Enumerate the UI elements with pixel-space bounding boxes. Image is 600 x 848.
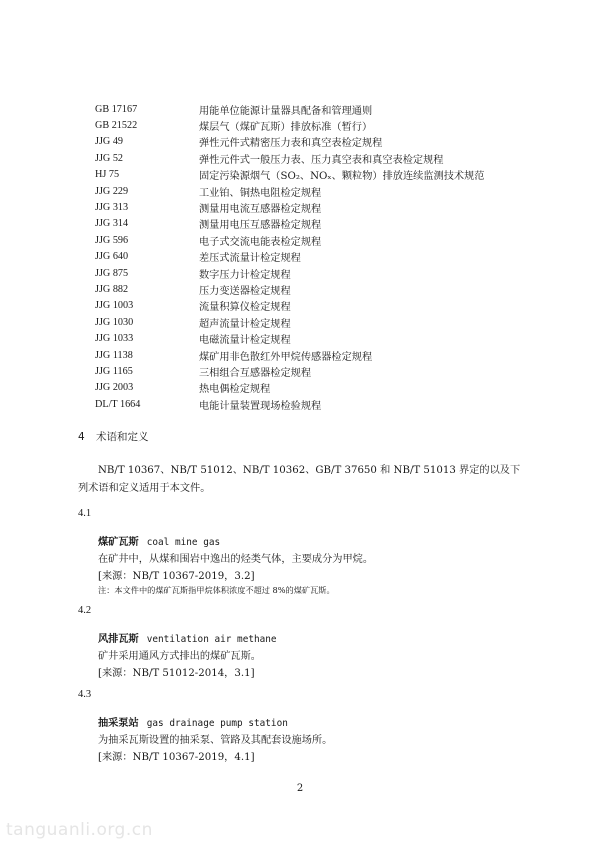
term-heading [98, 630, 277, 645]
normative-references-list [95, 101, 515, 412]
reference-row [95, 167, 515, 183]
reference-row [95, 281, 515, 297]
reference-title: 用能单位能源计量器具配备和管理通则 [199, 105, 373, 117]
term-name-en: coal mine gas [146, 537, 221, 548]
reference-title: 煤层气（煤矿瓦斯）排放标准（暂行） [199, 122, 373, 134]
term-definition: 在矿井中，从煤和围岩中逸出的烃类气体，主要成分为甲烷。 [98, 554, 374, 565]
term-name-cn: 抽采泵站 [98, 718, 139, 729]
term-source: [来源：NB/T 10367-2019，4.1] [98, 752, 255, 763]
watermark-text: tanguanli.org.cn [6, 820, 153, 840]
reference-code: JJG 596 [95, 234, 129, 246]
reference-code: JJG 52 [95, 152, 124, 164]
reference-title: 煤矿用非色散红外甲烷传感器检定规程 [199, 351, 373, 363]
reference-code: JJG 875 [95, 267, 129, 279]
reference-code: JJG 1003 [95, 300, 134, 312]
reference-row [95, 314, 515, 330]
section-number: 4 [78, 431, 85, 443]
reference-title: 压力变送器检定规程 [199, 285, 291, 297]
reference-title: 工业铂、铜热电阻检定规程 [199, 187, 322, 199]
reference-row [95, 232, 515, 248]
term-definition: 矿井采用通风方式排出的煤矿瓦斯。 [98, 651, 261, 662]
term-name-cn: 风排瓦斯 [98, 634, 139, 645]
reference-title: 弹性元件式精密压力表和真空表检定规程 [199, 138, 383, 150]
section-heading [78, 429, 149, 444]
reference-code: GB 17167 [95, 103, 138, 115]
reference-row [95, 216, 515, 232]
reference-row [95, 363, 515, 379]
reference-row [95, 134, 515, 150]
reference-row [95, 150, 515, 166]
reference-title: 电能计量装置现场检验规程 [199, 400, 322, 412]
term-heading [98, 714, 288, 729]
reference-code: GB 21522 [95, 120, 138, 132]
reference-title: 测量用电压互感器检定规程 [199, 220, 322, 232]
section-intro: NB/T 10367、NB/T 51012、NB/T 10362、GB/T 37650 和 NB/T 51013 界定的以及下列术语和定义适用于本文件。 [78, 465, 521, 494]
reference-row [95, 117, 515, 133]
page-number: 2 [296, 783, 304, 794]
reference-row [95, 265, 515, 281]
reference-row [95, 101, 515, 117]
reference-row [95, 298, 515, 314]
reference-title: 固定污染源烟气（SO₂、NOₓ、颗粒物）排放连续监测技术规范 [199, 171, 485, 183]
reference-row [95, 380, 515, 396]
term-name-en: ventilation air methane [146, 634, 277, 645]
term-note: 注：本文件中的煤矿瓦斯指甲烷体积浓度不超过 8%的煤矿瓦斯。 [98, 585, 335, 595]
reference-title: 弹性元件式一般压力表、压力真空表和真空表检定规程 [199, 154, 444, 166]
reference-code: JJG 640 [95, 251, 129, 263]
reference-title: 热电偶检定规程 [199, 384, 271, 396]
term-name-cn: 煤矿瓦斯 [98, 537, 139, 548]
term-name-en: gas drainage pump station [146, 718, 288, 729]
reference-code: JJG 49 [95, 136, 124, 148]
term-definition: 为抽采瓦斯设置的抽采泵、管路及其配套设施场所。 [98, 735, 333, 746]
reference-row [95, 249, 515, 265]
reference-code: JJG 882 [95, 283, 129, 295]
term-number: 4.1 [78, 508, 92, 519]
term-heading [98, 533, 220, 548]
reference-title: 电磁流量计检定规程 [199, 335, 291, 347]
reference-code: JJG 314 [95, 218, 129, 230]
reference-row [95, 347, 515, 363]
reference-row [95, 330, 515, 346]
section-title: 术语和定义 [96, 431, 149, 443]
reference-code: HJ 75 [95, 169, 120, 181]
term-source: [来源：NB/T 51012-2014，3.1] [98, 668, 255, 679]
reference-title: 电子式交流电能表检定规程 [199, 236, 322, 248]
reference-code: JJG 1030 [95, 316, 134, 328]
reference-title: 三相组合互感器检定规程 [199, 367, 312, 379]
reference-code: JJG 1165 [95, 365, 133, 377]
reference-title: 测量用电流互感器检定规程 [199, 204, 322, 216]
reference-code: JJG 229 [95, 185, 129, 197]
reference-row [95, 183, 515, 199]
reference-row [95, 396, 515, 412]
reference-code: JJG 313 [95, 202, 129, 214]
reference-code: JJG 1033 [95, 333, 134, 345]
reference-code: DL/T 1664 [95, 398, 141, 410]
reference-code: JJG 2003 [95, 382, 134, 394]
term-source: [来源：NB/T 10367-2019，3.2] [98, 571, 255, 582]
reference-title: 流量积算仪检定规程 [199, 302, 291, 314]
term-number: 4.3 [78, 689, 92, 700]
reference-code: JJG 1138 [95, 349, 133, 361]
reference-row [95, 199, 515, 215]
reference-title: 超声流量计检定规程 [199, 318, 291, 330]
reference-title: 数字压力计检定规程 [199, 269, 291, 281]
reference-title: 差压式流量计检定规程 [199, 253, 301, 265]
term-number: 4.2 [78, 605, 92, 616]
